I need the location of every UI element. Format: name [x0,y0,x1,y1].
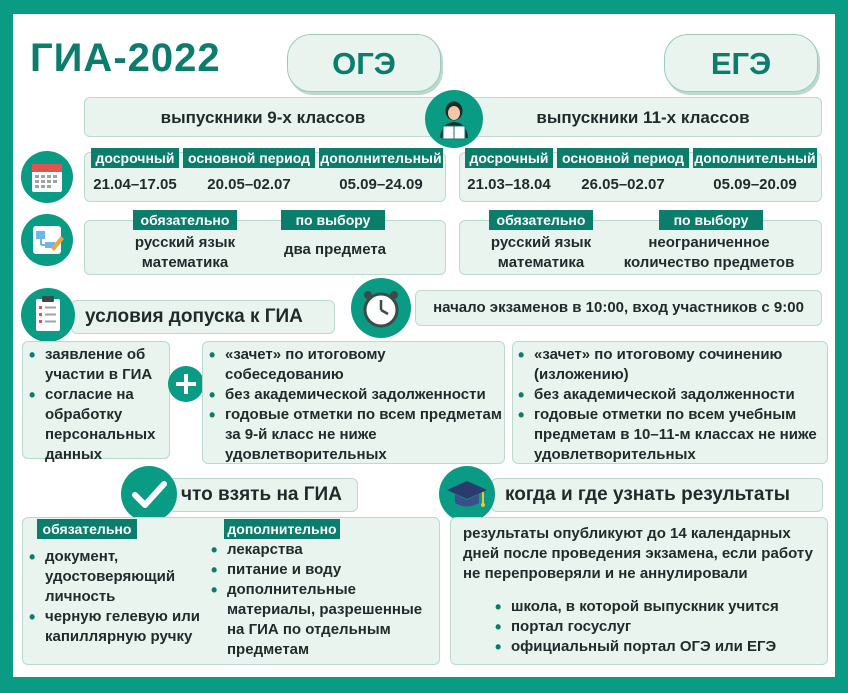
results-heading: когда и где узнать результаты [505,484,791,505]
admission-heading: условия допуска к ГИА [85,306,303,327]
oge-period-label-extra: дополнительный [320,150,442,166]
ege-date-extra: 05.09–20.09 [713,176,797,193]
list-item: • лекарства [209,540,437,560]
list-item: • документ, удостоверяющий личность [27,547,215,607]
list-item: • «зачет» по итоговому собеседованию [207,345,503,385]
ege-date-main: 26.05–02.07 [581,176,665,193]
clock-icon [351,278,411,338]
ege-mandatory-tag: обязательно [489,210,593,230]
bring-mandatory-tag: обязательно [37,519,137,539]
results-text: результаты опубликуют до 14 календарных дней после проведения экзамена, если работу не перепроверяли и не аннулировали [463,525,813,582]
oge-choice-tag: по выбору [281,210,385,230]
oge-date-early: 21.04–17.05 [93,176,177,193]
list-item: • годовые отметки по всем учебным предметам в 10–11-м классах не ниже удовлетворительных [516,405,828,465]
ege-period-label-main: основной период [557,148,689,168]
subjects-icon [21,214,73,266]
oge-choice-subjects: два предмета [283,241,387,258]
ege-period-label-early: досрочный [465,148,553,168]
ege-graduates: выпускники 11-х классов [536,108,750,127]
bring-extra-tag: дополнительно [224,519,340,539]
oge-pill: ОГЭ [287,34,441,92]
plus-icon [168,366,204,402]
ege-choice-subjects: неограниченное количество предметов [623,234,795,271]
bring-extra-list [209,540,437,660]
list-item: • дополнительные материалы, разрешенные на ГИА по отдельным предметам [209,580,437,660]
oge-period-label-early: досрочный [91,148,179,168]
ege-pill: ЕГЭ [664,34,818,92]
page-title: ГИА-2022 [30,36,221,80]
student-reading-icon [425,90,483,148]
list-item: • черную гелевую или капиллярную ручку [27,607,215,647]
list-item: • портал госуслуг [493,617,823,637]
oge-date-extra: 05.09–24.09 [339,176,423,193]
list-item: • питание и воду [209,560,437,580]
list-item: • школа, в которой выпускник учится [493,597,823,617]
oge-date-main: 20.05–02.07 [207,176,291,193]
list-item: • заявление об участии в ГИА [27,345,169,385]
ege-date-early: 21.03–18.04 [467,176,551,193]
calendar-icon [21,151,73,203]
graduation-cap-icon [439,466,495,522]
oge-mandatory-subjects: русский язык математика [134,234,236,271]
checkmark-icon [121,466,177,522]
oge-graduates: выпускники 9-х классов [160,108,366,127]
bring-heading: что взять на ГИА [181,484,342,505]
ege-period-label-extra: дополнительный [694,150,816,166]
list-item: • без академической задолженности [207,385,503,405]
ege-mandatory-subjects: русский язык математика [490,234,592,271]
bring-mandatory-list [27,547,215,647]
checklist-icon [21,288,75,342]
admission-common-list [27,345,169,465]
oge-admission-list [207,345,503,465]
list-item: • без академической задолженности [516,385,828,405]
list-item: • «зачет» по итоговому сочинению (изложению) [516,345,828,385]
oge-mandatory-tag: обязательно [133,210,237,230]
ege-choice-tag: по выбору [659,210,763,230]
results-list [493,597,823,657]
list-item: • официальный портал ОГЭ или ЕГЭ [493,637,823,657]
infographic-sheet [13,14,835,677]
ege-admission-list [516,345,828,465]
list-item: • годовые отметки по всем предметам за 9-й класс не ниже удовлетворительных [207,405,503,465]
oge-period-label-main: основной период [183,148,315,168]
start-info: начало экзаменов в 10:00, вход участников с 9:00 [433,299,804,316]
list-item: • согласие на обработку персональных данных [27,385,169,465]
